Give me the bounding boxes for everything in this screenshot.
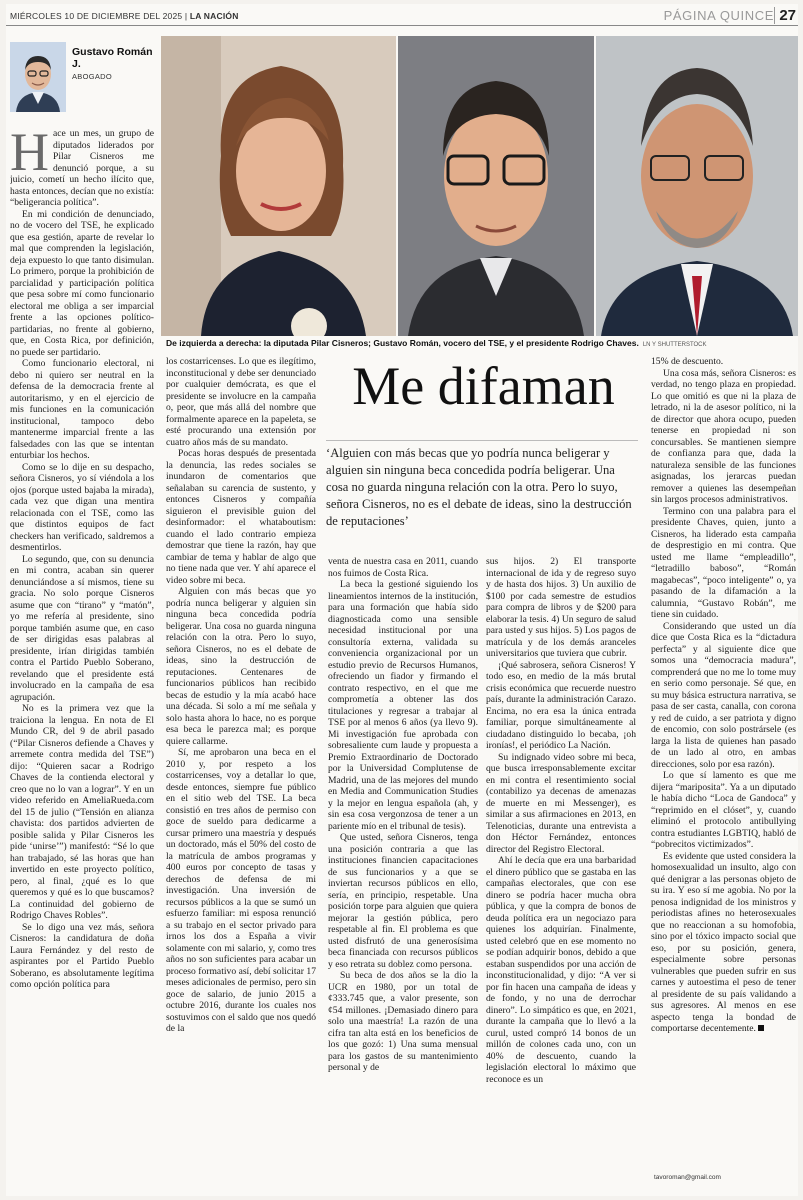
paragraph: Como se lo dije en su despacho, señora Cisneros, yo sí viéndola a los ojos (porque usted bajaba la mirada), cada vez que digan una mentira relacionada con el TSE, como las que distintos equipos de fact checkers han verificado, saldremos a desmentirlos. <box>10 461 154 553</box>
paragraph: Una cosa más, señora Cisneros: es verdad, no tengo plaza en propiedad. Lo que omitió es que ni la plaza de letrado, ni la de asesor político, ni la de director que ahora ocupo, pueden tenerse en propiedad ni son concursables. Se mantienen siempre de confianza para que, dada la naturaleza sensible de las funciones asignadas, los jerarcas puedan remover a quienes las desempeñan sin largos procesos administrativos. <box>651 367 796 505</box>
newspaper-page <box>6 4 798 1196</box>
author-email: tavoroman@gmail.com <box>654 1174 721 1181</box>
paragraph: Se lo digo una vez más, señora Cisneros: la candidatura de doña Laura Fernández y del resto de aspirantes por el Partido Pueblo Soberano, es absolutamente legítima como opción política para <box>10 921 154 990</box>
paragraph: La beca la gestioné siguiendo los lineamientos internos de la institución, para una formación que había sido diagnosticada como una sensible necesidad institucional por una consultoría externa, validada su conveniencia organizacional por un estudio previo de Recursos Humanos, ofreciendo un fiador y firmando el contrato respectivo, en el que me comprometía a obtener las dos titulaciones y regresar a trabajar al TSE por al menos 6 años (ya llevo 9). Mi investigación fue aprobada con sobresaliente cum laude y propuesta a Premio Extraordinario de Doctorado por la Universidad Complutense de Madrid, una de las mejores del mundo en Media and Communication Studies y la mejor en lengua española (ah, y sin esa cosa vergonzosa de tener a un pariente mío en el tribunal de tesis). <box>328 579 478 832</box>
header-page-number: 27 <box>774 7 796 24</box>
paragraph: Lo que sí lamento es que me dijera “mariposita”. Ya a un diputado le había dicho “Loca de Gandoca” y “reprimido en el clóset”, y, cuando eliminó el protocolo antibullying contra estudiantes LGBTIQ, habló de “pobrecitos victimizados”. <box>651 770 796 850</box>
paragraph: Hace un mes, un grupo de diputados liderados por Pilar Cisneros me denunció porque, a su juicio, cometí un hecho ilícito que, hasta entonces, decían que no existía: “beligerancia política”. <box>10 128 154 208</box>
paragraph: Termino con una palabra para el presidente Chaves, quien, junto a Cisneros, ha liderado esta campaña de desprestigio en mi contra. Que usted me llame “empleadillo”, “letradillo baboso”, “Román magabecas”, “poco inteligente” o, ya pasando de la difamación a la calumnia, “Gustavo Robán”, me tiene sin cuidado. <box>651 505 796 620</box>
photo-gustavo-roman <box>398 36 594 336</box>
paragraph: Pocas horas después de presentada la denuncia, las redes sociales se inundaron de comentarios que señalaban su carencia de sustento, y entonces Cisneros y compañía siguieron el previsible guion del desinformador: el whataboutism: cuando el lado contrario empieza demostrar que tiene la razón, hay que cambiar de tema y hablar de algo que no tiene nada que ver. Y ahí aparece el video sobre mi beca. <box>166 448 316 586</box>
article-column-3 <box>328 556 478 1196</box>
paragraph: Como funcionario electoral, ni debo ni quiero ser neutral en la defensa de la democracia frente al autoritarismo, y en el ejercicio de mis funciones en la comunicación institucional, tampoco debo mantenerme imparcial frente a las falsedades con las que se intentan enturbiar los hechos. <box>10 358 154 461</box>
photo-pilar-cisneros <box>161 36 396 336</box>
article-column-4 <box>486 556 636 1196</box>
photo-rodrigo-chaves <box>596 36 798 336</box>
author-name: Gustavo Román J. <box>72 46 153 70</box>
paragraph: Su indignado video sobre mi beca, que busca irresponsablemente excitar en mi contra el resentimiento social (contabilizo ya decenas de amenazas de muerte en mi Messenger), es similar a sus afirmaciones en 2013, en Telenoticias, durante una entrevista a don Héctor Fernández, entonces director del Registro Electoral. <box>486 751 636 855</box>
paragraph: Que usted, señora Cisneros, tenga una posición contraria a que las instituciones financien capacitaciones de sus funcionarios y a que se inviertan recursos públicos en ello, sería, en principio, respetable. Una posición torpe para alguien que quiera mejorar la gestión pública, pero respetable al fin. El problema es que usted disfrutó de una generosísima beca financiada con recursos públicos y eso retrata su doblez como persona. <box>328 832 478 970</box>
photo-strip <box>161 36 798 336</box>
header-paper: LA NACIÓN <box>189 11 239 21</box>
paragraph: venta de nuestra casa en 2011, cuando nos fuimos de Costa Rica. <box>328 556 478 579</box>
end-mark-icon <box>758 1025 764 1031</box>
paragraph: ¡Qué sabrosera, señora Cisneros! Y todo eso, en medio de la más brutal crisis económica que recuerde nuestro país, durante la administración Carazo. Encima, no era esa la única entrada familiar, porque simultáneamente al ciudadano distinguido lo becaba, ¡oh ironías!, el periódico La Nación. <box>486 659 636 751</box>
article-column-1 <box>10 128 154 1196</box>
header-section: PÁGINA QUINCE <box>663 8 774 23</box>
photo-credit: LN Y SHUTTERSTOCK <box>642 342 707 348</box>
page-header <box>6 4 798 26</box>
photo-caption <box>166 338 796 348</box>
paragraph: No es la primera vez que la traiciona la lengua. En nota de El Mundo CR, del 9 de abril pasado (“Pilar Cisneros defiende a Chaves y arremete contra medida del TSE”) dijo: “Quieren sacar a Rodrigo Chaves de la contienda electoral y creo que no lo van a lograr”. Y en un video referido en AmeliaRueda.com del 15 de julio (“Tensión en alianza chavista: dos partidos advierten de posible salida y Pilar Cisneros les pide ‘unirse’”) manifestó: “Sé lo que han trabajado, sé las horas que han invertido en este proyecto político, pero, al final, ¿qué es lo que queremos y qué es lo que buscamos? La continuidad del gobierno de Rodrigo Chaves Robles”. <box>10 703 154 921</box>
paragraph: En mi condición de denunciado, no de vocero del TSE, he explicado que esa gestión, aparte de revelar lo mal que comprenden la legislación, deja expuesto lo que tanto disimulan. Lo primero, porque la prohibición de parcialidad y participación política que pesa sobre mí como funcionario electoral me obliga a ser imparcial frente a las opciones político-partidarias, no frente al gobierno, que, en Costa Rica, por definición, no puede ser partidario. <box>10 208 154 358</box>
paragraph: sus hijos. 2) El transporte internacional de ida y de regreso suyo y de hasta dos hijos. 3) Un auxilio de $100 por cada semestre de estudios para compra de libros y de $200 para elaborar la tesis. 4) Un seguro de salud para usted y sus hijos. 5) Los pagos de matrícula y de los demás aranceles universitarios que tuviera que cubrir. <box>486 556 636 659</box>
paragraph: Considerando que usted un día dice que Costa Rica es la “dictadura perfecta” y al siguiente dice que somos una “democracia madura”, comprenderá que no me lo tome muy en serio como personaje. Sé que, en su muy básica estructura narrativa, se pasa de ser casta, canalla, con corona y red de cuido, a ser patriota y digno de encomio, con solo postrársele (es larga la lista de quienes han pasado de un lado al otro, en ambas direcciones, solo por esa razón). <box>651 620 796 770</box>
deck-quote: ‘Alguien con más becas que yo podría nunca beligerar y alguien sin ninguna beca concedida podría beligerar. Una cosa no guarda ninguna relación con la otra. Pero lo suyo, señora Cisneros, no es el debate de ideas, sino la destrucción de reputaciones’ <box>326 440 638 530</box>
paragraph: Lo segundo, que, con su denuncia en mi contra, acaban sin querer denunciándose a sí mismos, tiene su gracia. No solo porque Cisneros asume que con “tirano” y “matón”, yo me refería al presidente, sino porque también asume que, en caso de ser dirigidas esas palabras al presidente, irían dirigidas también contra el Partido Pueblo Soberano, revelando que el presidente está involucrado en la campaña de esa agrupación. <box>10 553 154 703</box>
paragraph: Sí, me aprobaron una beca en el 2010 y, por respeto a los costarricenses, voy a detallar lo que, desde entonces, siempre fue público en el sitio web del TSE. La beca consistió en tres años de permiso con goce de sueldo para dedicarme a cursar primero una maestría y después un doctorado, más el 50% del costo de la matrícula de ambos programas y 400 euros por concepto de tasas y derechos de defensa de mi investigación. Una inversión de recursos públicos a la que se sumó un esfuerzo familiar: mi esposa renunció a su trabajo en el sector privado para irnos los dos a España a vivir solamente con mi salario, y, como tres años no son suficientes para acabar un proceso formativo así, debí solicitar 17 meses adicionales de permiso, pero sin goce de salario, de junio 2015 a octubre 2016, durante los cuales nos sostuvimos con el saldo que nos quedó de la <box>166 747 316 1034</box>
headline: Me difaman <box>352 356 615 416</box>
paragraph: 15% de descuento. <box>651 356 724 367</box>
paragraph: Su beca de dos años se la dio la UCR en 1980, por un total de ¢333.745 que, a valor presente, son ¢54 millones. ¡Demasiado dinero para solo una maestría! La razón de una cifra tan alta está en los beneficios de los que gozó: 1) Una suma mensual para los gastos de su mantenimiento personal y de <box>328 970 478 1073</box>
header-date: MIÉRCOLES 10 DE DICIEMBRE DEL 2025 <box>10 11 183 21</box>
author-role: ABOGADO <box>72 72 113 81</box>
header-date-line: MIÉRCOLES 10 DE DICIEMBRE DEL 2025 | LA NACIÓN <box>10 11 239 21</box>
article-column-5 <box>651 356 796 1172</box>
paragraph: Ahí le decía que era una barbaridad el dinero público que se gastaba en las campañas electorales, que con ese dinero se podría hacer mucha obra pública, y que la compra de bonos de deuda política era un negociazo para quienes los adquirían. Finalmente, usted celebró que en ese momento no se podían adquirir bonos, debido a que estaban suspendidos por una acción de inconstitucionalidad, y dijo: “A ver si por fin hacen una campaña de ideas y de fondo, y no una de derrochar dinero”. Lo simpático es que, en 2021, durante la campaña que lo llevó a la curul, usted compró 14 bonos de un millón de colones cada uno, con un 40% de descuento, cuando la legislación electoral lo máximo que reconoce es un <box>486 855 636 1085</box>
paragraph: Es evidente que usted considera la homosexualidad un insulto, algo con qué denigrar a las personas objeto de su ira. Y eso sí me agobia. No por la penosa indignidad de los ministros y periodistas afines no heterosexuales que no reaccionan a su homofobia, sino por el tóxico impacto social que eso, por su posición, genera, especialmente sobre personas vulnerables que pueden sufrir en sus carnes y autoestima el peso de tener al presidente de su país validando a sus agresores. Al menos en ese aspecto tenga la bondad de comportarse decentemente. <box>651 850 796 1034</box>
paragraph: los costarricenses. Lo que es ilegítimo, inconstitucional y debe ser denunciado por cualquier demócrata, es que el presidente se involucre en la campaña o, peor, que más allá del nombre que formalmente aparece en la papeleta, se esté procurando una extensión por cuatro años más de su mandato. <box>166 356 316 448</box>
avatar <box>10 42 66 112</box>
author-box <box>10 42 160 116</box>
drop-cap: H <box>10 128 49 182</box>
author-portrait <box>10 42 66 112</box>
article-column-2 <box>166 356 316 1196</box>
paragraph: Alguien con más becas que yo podría nunca beligerar y alguien sin ninguna beca concedida podría beligerar. Una cosa no guarda ninguna relación con la otra. Pero lo suyo, señora Cisneros, no es el debate de ideas, sino la destrucción de reputaciones. Centenares de funcionarios públicos han recibido becas de estudio y la mía acabó hace una década. Si solo a mí me señala y solo hasta ahora lo hace, no es porque esa beca le parezca mal; es porque quiere callarme. <box>166 586 316 747</box>
caption-text: De izquierda a derecha: la diputada Pilar Cisneros; Gustavo Román, vocero del TSE, y el presidente Rodrigo Chaves. <box>166 338 639 348</box>
